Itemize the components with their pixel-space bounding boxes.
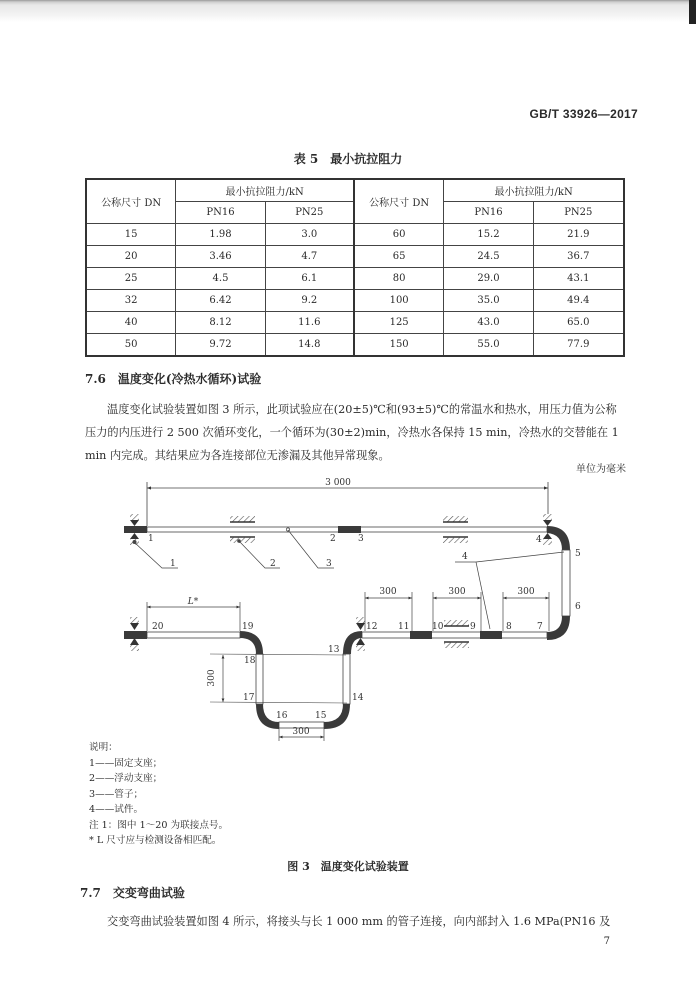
- section-7-7-paragraph: 交变弯曲试验装置如图 4 所示，将接头与长 1 000 mm 的管子连接，向内部封入 1.6 MPa(PN16 及: [107, 915, 611, 928]
- table-row: [86, 312, 624, 334]
- cell-dn: 20: [86, 246, 176, 268]
- cell-pn25: 77.9: [533, 334, 624, 357]
- table-row: [86, 290, 624, 312]
- svg-text:2: 2: [330, 534, 336, 544]
- svg-text:300: 300: [379, 587, 397, 597]
- legend-item: 4——试件。: [89, 804, 144, 815]
- svg-text:14: 14: [352, 693, 364, 703]
- cell-dn: 80: [354, 268, 444, 290]
- svg-text:9: 9: [470, 622, 476, 632]
- cell-pn16: 24.5: [444, 246, 533, 268]
- cell-pn16: 55.0: [444, 334, 533, 357]
- col-header-dn-right: 公称尺寸 DN: [354, 179, 444, 224]
- cell-pn25: 49.4: [533, 290, 624, 312]
- cell-pn25: 14.8: [265, 334, 354, 357]
- cell-pn16: 29.0: [444, 268, 533, 290]
- callout-label: 1: [170, 559, 176, 569]
- svg-text:6: 6: [575, 602, 581, 612]
- svg-text:8: 8: [506, 622, 512, 632]
- connection-point-labels: [148, 534, 581, 721]
- cell-pn16: 15.2: [444, 224, 533, 246]
- cell-dn: 125: [354, 312, 444, 334]
- cell-dn: 25: [86, 268, 176, 290]
- scan-edge-shadow: [0, 0, 696, 22]
- cell-dn: 32: [86, 290, 176, 312]
- svg-text:18: 18: [244, 656, 256, 666]
- cell-dn: 50: [86, 334, 176, 357]
- cell-pn16: 43.0: [444, 312, 533, 334]
- cell-pn25: 4.7: [265, 246, 354, 268]
- cell-dn: 65: [354, 246, 444, 268]
- cell-pn25: 3.0: [265, 224, 354, 246]
- svg-text:11: 11: [398, 622, 410, 632]
- cell-pn16: 6.42: [176, 290, 265, 312]
- svg-text:1: 1: [148, 534, 154, 544]
- svg-text:3: 3: [358, 534, 364, 544]
- dimension-3000: [147, 478, 548, 526]
- svg-text:L*: L*: [187, 597, 199, 607]
- table-row: [86, 268, 624, 290]
- figure-caption: 图 3 温度变化试验装置: [287, 860, 409, 873]
- section-heading-7-7: 7.7 交变弯曲试验: [80, 886, 185, 900]
- cell-dn: 60: [354, 224, 444, 246]
- col-header-pn16-right: PN16: [444, 202, 533, 224]
- cell-dn: 15: [86, 224, 176, 246]
- cell-dn: 100: [354, 290, 444, 312]
- cell-pn25: 21.9: [533, 224, 624, 246]
- section-heading-7-6: 7.6 温度变化(冷热水循环)试验: [85, 372, 262, 386]
- cell-pn25: 65.0: [533, 312, 624, 334]
- svg-text:13: 13: [328, 645, 340, 655]
- legend-item: 2——浮动支座；: [89, 773, 163, 784]
- figure-legend: [89, 740, 228, 849]
- table-row: [86, 334, 624, 357]
- cell-pn16: 9.72: [176, 334, 265, 357]
- col-header-group-right: 最小抗拉阻力/kN: [444, 179, 624, 202]
- cell-pn16: 1.98: [176, 224, 265, 246]
- callout-leaders: [134, 530, 564, 629]
- cell-pn25: 11.6: [265, 312, 354, 334]
- svg-text:300: 300: [207, 669, 217, 687]
- standard-code: GB/T 33926—2017: [529, 107, 638, 121]
- figure-3-diagram: [110, 474, 590, 742]
- dimension-300-vertical: [207, 655, 223, 702]
- svg-text:4: 4: [536, 535, 542, 545]
- cell-dn: 150: [354, 334, 444, 357]
- col-header-pn25-right: PN25: [533, 202, 624, 224]
- cell-pn25: 36.7: [533, 246, 624, 268]
- cell-dn: 40: [86, 312, 176, 334]
- svg-text:7: 7: [537, 622, 543, 632]
- legend-item: 1——固定支座；: [89, 757, 163, 769]
- table-title: 表 5 最小抗拉阻力: [293, 152, 403, 166]
- svg-text:300: 300: [517, 587, 535, 597]
- scan-edge-dark: [689, 0, 696, 24]
- dim-label-3000: 3 000: [325, 478, 351, 488]
- unit-note: 单位为毫米: [576, 464, 626, 475]
- cell-pn16: 35.0: [444, 290, 533, 312]
- table-row: [86, 224, 624, 246]
- cell-pn16: 8.12: [176, 312, 265, 334]
- figure-footnote: * L 尺寸应与检测设备相匹配。: [89, 835, 222, 846]
- callout-label: 2: [270, 559, 276, 569]
- col-header-pn16: PN16: [176, 202, 265, 224]
- figure-note: 注 1：图中 1～20 为联接点号。: [89, 819, 229, 831]
- col-header-group: 最小抗拉阻力/kN: [176, 179, 354, 202]
- legend-item: 3——管子；: [89, 788, 144, 800]
- page-number: 7: [603, 936, 610, 947]
- callout-label: 4: [462, 552, 468, 562]
- dimension-300-bottom: [279, 727, 324, 741]
- cell-pn25: 9.2: [265, 290, 354, 312]
- cell-pn25: 6.1: [265, 268, 354, 290]
- svg-text:300: 300: [448, 587, 466, 597]
- cell-pn16: 4.5: [176, 268, 265, 290]
- callout-label: 3: [326, 559, 332, 569]
- svg-text:300: 300: [292, 727, 310, 737]
- table-min-tensile-resistance: [85, 178, 625, 357]
- col-header-dn: 公称尺寸 DN: [86, 179, 176, 224]
- svg-text:19: 19: [242, 622, 254, 632]
- svg-text:20: 20: [152, 622, 164, 632]
- svg-text:10: 10: [432, 622, 444, 632]
- svg-text:17: 17: [243, 693, 255, 703]
- legend-title: 说明：: [89, 742, 118, 753]
- col-header-pn25: PN25: [265, 202, 354, 224]
- section-7-6-paragraph: 温度变化试验装置如图 3 所示，此项试验应在(20±5)℃和(93±5)℃的常温水和热水，用压力值为公称压力的内压进行 2 500 次循环变化，一个循环为(30±2)min，冷热水各保持 15 min，冷热水的交替能在 1 min 内完成。其结果应为各连接部位无渗漏及其他异常现象。: [85, 403, 619, 462]
- svg-text:15: 15: [315, 711, 327, 721]
- cell-pn16: 3.46: [176, 246, 265, 268]
- svg-text:12: 12: [366, 622, 378, 632]
- svg-text:16: 16: [276, 711, 288, 721]
- svg-text:5: 5: [575, 549, 581, 559]
- cell-pn25: 43.1: [533, 268, 624, 290]
- table-row: [86, 246, 624, 268]
